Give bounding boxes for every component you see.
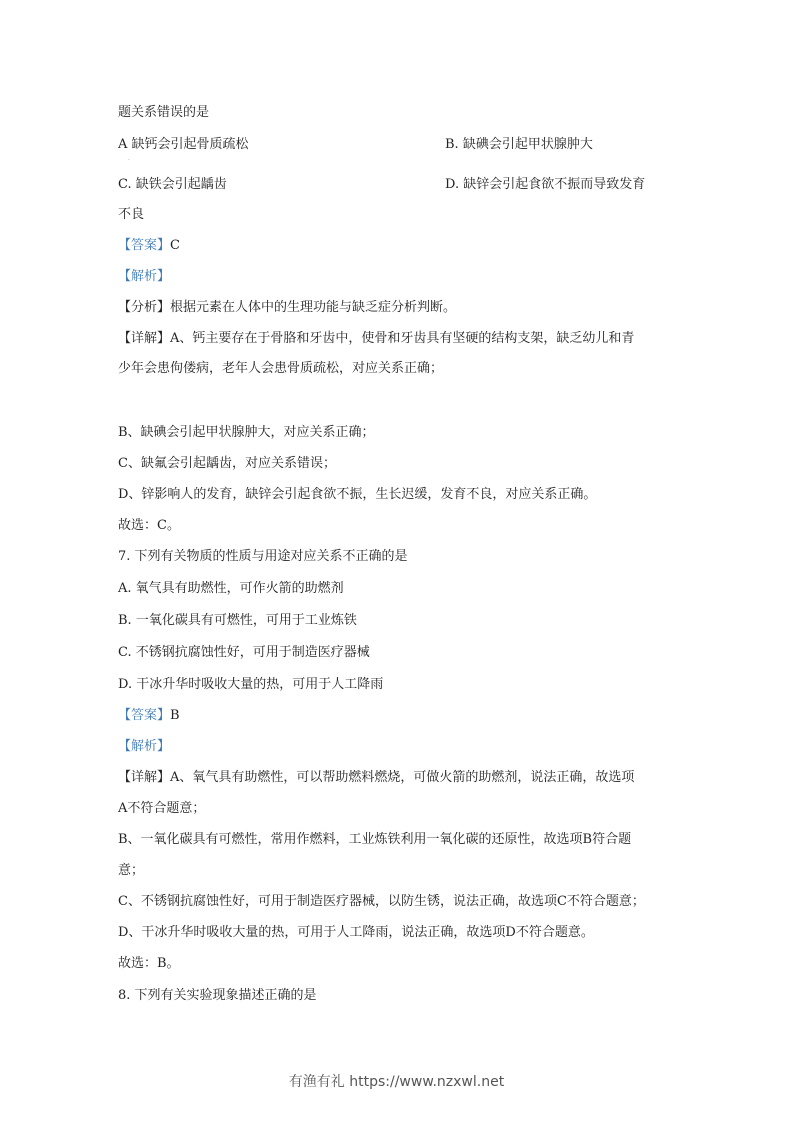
q6-option-c: C. 缺铁会引起龋齿 [118,177,227,192]
q7-detail-line: A不符合题意； [118,801,206,816]
q6-detail-line: D、锌影响人的发育，缺锌会引起食欲不振，生长迟缓，发育不良，对应关系正确。 [118,487,597,502]
q8-stem: 8. 下列有关实验现象描述正确的是 [118,988,317,1003]
q7-detail-line: B、一氧化碳具有可燃性，常用作燃料，工业炼铁利用一氧化碳的还原性，故选项B符合题 [118,832,632,847]
q7-option-c: C. 不锈钢抗腐蚀性好，可用于制造医疗器械 [118,645,370,660]
answer-label: 【答案】 [118,238,171,253]
q6-option-d-cont: 不良 [118,207,145,222]
q7-answer [118,708,180,724]
q7-detail-line: D、干冰升华时吸收大量的热，可用于人工降雨，说法正确，故选项D不符合题意。 [118,925,594,940]
q7-detail-line: 【详解】A、氧气具有助燃性，可以帮助燃料燃烧，可做火箭的助燃剂，说法正确，故选项 [118,770,635,785]
q6-option-b: B. 缺碘会引起甲状腺肿大 [445,137,593,152]
q6-fenxi: 【分析】根据元素在人体中的生理功能与缺乏症分析判断。 [118,300,457,315]
q6-detail-line: B、缺碘会引起甲状腺肿大，对应关系正确； [118,425,375,440]
q6-option-d: D. 缺锌会引起食欲不振而导致发育 [445,177,646,192]
q6-option-a: A 缺钙会引起骨质疏松 [118,137,249,152]
q7-option-d: D. 干冰升华时吸收大量的热，可用于人工降雨 [118,677,384,692]
answer-value: B [170,708,180,723]
q7-option-a: A. 氧气具有助燃性，可作火箭的助燃剂 [118,581,344,596]
q6-conclusion: 故选：C。 [118,518,180,533]
q7-detail-line: 意； [118,863,145,878]
q7-conclusion: 故选：B。 [118,956,180,971]
answer-value: C [170,238,180,253]
q6-detail-line: C、缺氟会引起龋齿，对应关系错误； [118,456,336,471]
stray-mark: . [128,155,130,162]
answer-label: 【答案】 [118,708,171,723]
q6-answer [118,238,180,254]
q6-analysis-label: 【解析】 [118,269,171,284]
q7-option-b: B. 一氧化碳具有可燃性，可用于工业炼铁 [118,613,357,628]
q6-detail-line: 【详解】A、钙主要存在于骨胳和牙齿中，使骨和牙齿具有坚硬的结构支架，缺乏幼儿和青 [118,331,635,346]
q6-detail-line: 少年会患佝偻病，老年人会患骨质疏松，对应关系正确； [118,361,444,376]
footer-watermark: 有渔有礼 https://www.nzxwl.net [288,1074,505,1090]
q7-stem: 7. 下列有关物质的性质与用途对应关系不正确的是 [118,549,408,564]
q7-analysis-label: 【解析】 [118,739,171,754]
q7-detail-line: C、不锈钢抗腐蚀性好，可用于制造医疗器械，以防生锈，说法正确，故选项C不符合题意； [118,894,645,909]
q6-stem-tail: 题关系错误的是 [118,105,210,120]
